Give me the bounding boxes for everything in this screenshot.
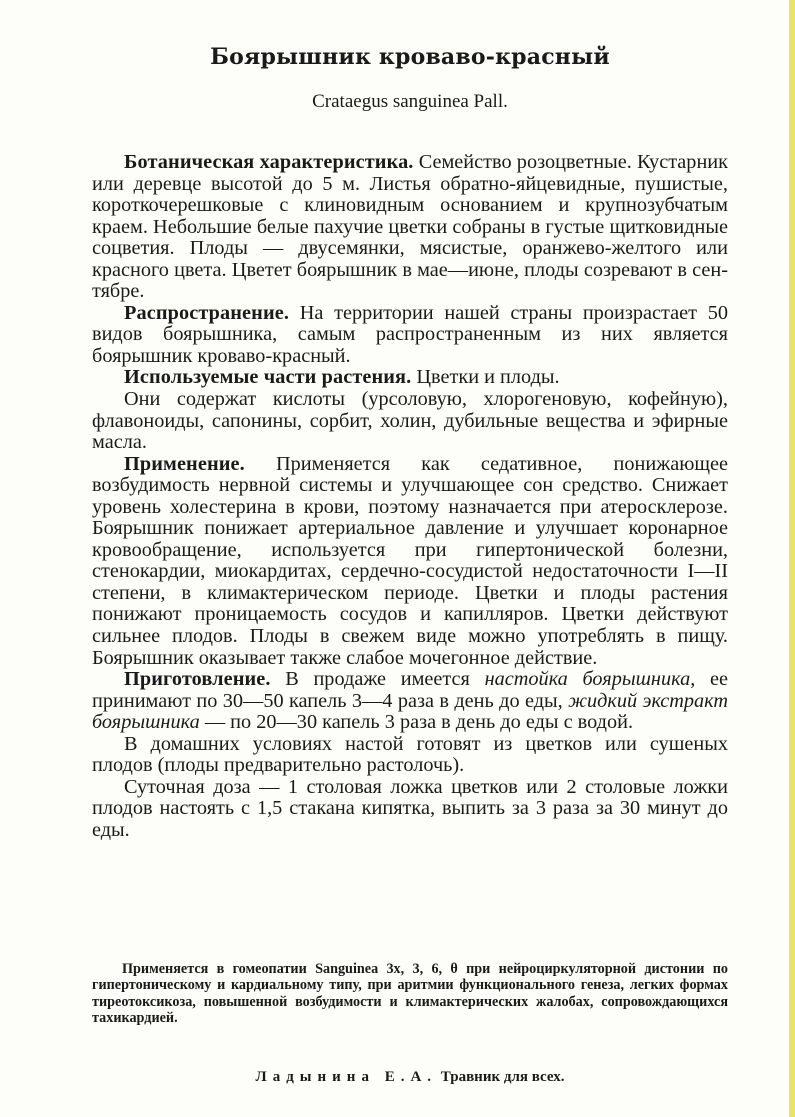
- preparation-heading: Приготовление.: [124, 668, 271, 691]
- footer-book: Травник для всех.: [440, 1069, 565, 1085]
- preparation-text-1: В продаже имеется: [270, 668, 485, 691]
- distribution-heading: Распространение.: [124, 301, 289, 324]
- composition-paragraph: Они содержат кислоты (урсоловую, хлорогеновую, кофейную), флавоноиды, сапонины, сорбит, холин, дубильные вещества и эфирные масла.: [92, 388, 728, 454]
- article-body: [92, 152, 728, 842]
- parts-text: Цветки и плоды.: [411, 366, 560, 389]
- page-title: Боярышник кроваво-красный: [210, 44, 610, 70]
- preparation-paragraph: [92, 669, 728, 734]
- home-preparation-paragraph: В домашних условиях настой готовят из цветков или сушеных плодов (плоды предварительно растолочь).: [92, 732, 728, 777]
- botany-heading: Ботаническая характеристика.: [124, 151, 414, 173]
- footer-author: Ладынина Е.А.: [255, 1069, 438, 1085]
- homeopathy-note: Применяется в гомеопатии Sanguinea 3x, 3, 6, θ при нейроциркуляторной дистонии по гипертоническому и кардиальному типу, при аритмии функционального генеза, легких формах тиреотоксикоза, повышенной возбудимости и климактерических жалобах, сопровождающихся тахикардией.: [92, 961, 728, 1027]
- distribution-paragraph: [92, 303, 728, 368]
- usage-paragraph: [92, 454, 728, 669]
- parts-paragraph: [92, 367, 728, 389]
- page-footer: [92, 1069, 728, 1086]
- latin-name: Crataegus sanguinea Pall.: [312, 91, 508, 112]
- botany-text: Семейство розоцветные. Кустарник или деревце высотой до 5 м. Листья обратно-яйцевидные, пушистые, короткочерешковые с клиновидным основанием и крупнозубчатым краем. Небольшие белые пахучие цветки собраны в густые щитковидные соцветия. Плоды — двусемянки, мясистые, оранжево-желтого или красного цвета. Цветет боярышник в мае—июне, плоды созревают в сентябре.: [92, 151, 729, 303]
- tincture-name: настойка боярышника: [484, 668, 691, 691]
- daily-dose-paragraph: Суточная доза — 1 столовая ложка цветков или 2 столовые ложки плодов настоять с 1,5 стакана кипятка, выпить за 3 раза за 30 минут до еды.: [92, 775, 728, 841]
- page-edge: [789, 0, 795, 1117]
- extract-name: жидкий экстракт боярышника: [92, 689, 728, 734]
- parts-heading: Используемые части растения.: [124, 366, 412, 389]
- preparation-text-3: — по 20—30 капель 3 раза в день до еды с водой.: [199, 711, 634, 734]
- distribution-text: На территории нашей страны произрастает 50 видов боярышника, самым распространенным из них является боярышник кроваво-красный.: [92, 301, 728, 367]
- preparation-text-2: , ее принимают по 30—50 капель 3—4 раза в день до еды,: [92, 668, 729, 712]
- botany-paragraph: [92, 152, 728, 303]
- usage-heading: Применение.: [124, 452, 245, 475]
- usage-text: Применяется как седативное, понижающее возбудимость нервной системы и улучшающее сон средство. Снижает уровень холестерина в крови, поэтому назначается при атеросклерозе. Боярышник понижает артериальное давление и улучшает коронарное кровообращение, используется при гипертонической болезни, стенокардии, миокардитах, сердечно-сосудистой недостаточности I—II степени, в климактерическом периоде. Цветки и плоды растения понижают проницаемость сосудов и капилляров. Цветки действуют сильнее плодов. Плоды в свежем виде можно употреблять в пищу. Боярышник оказывает также слабое мочегонное действие.: [92, 452, 728, 669]
